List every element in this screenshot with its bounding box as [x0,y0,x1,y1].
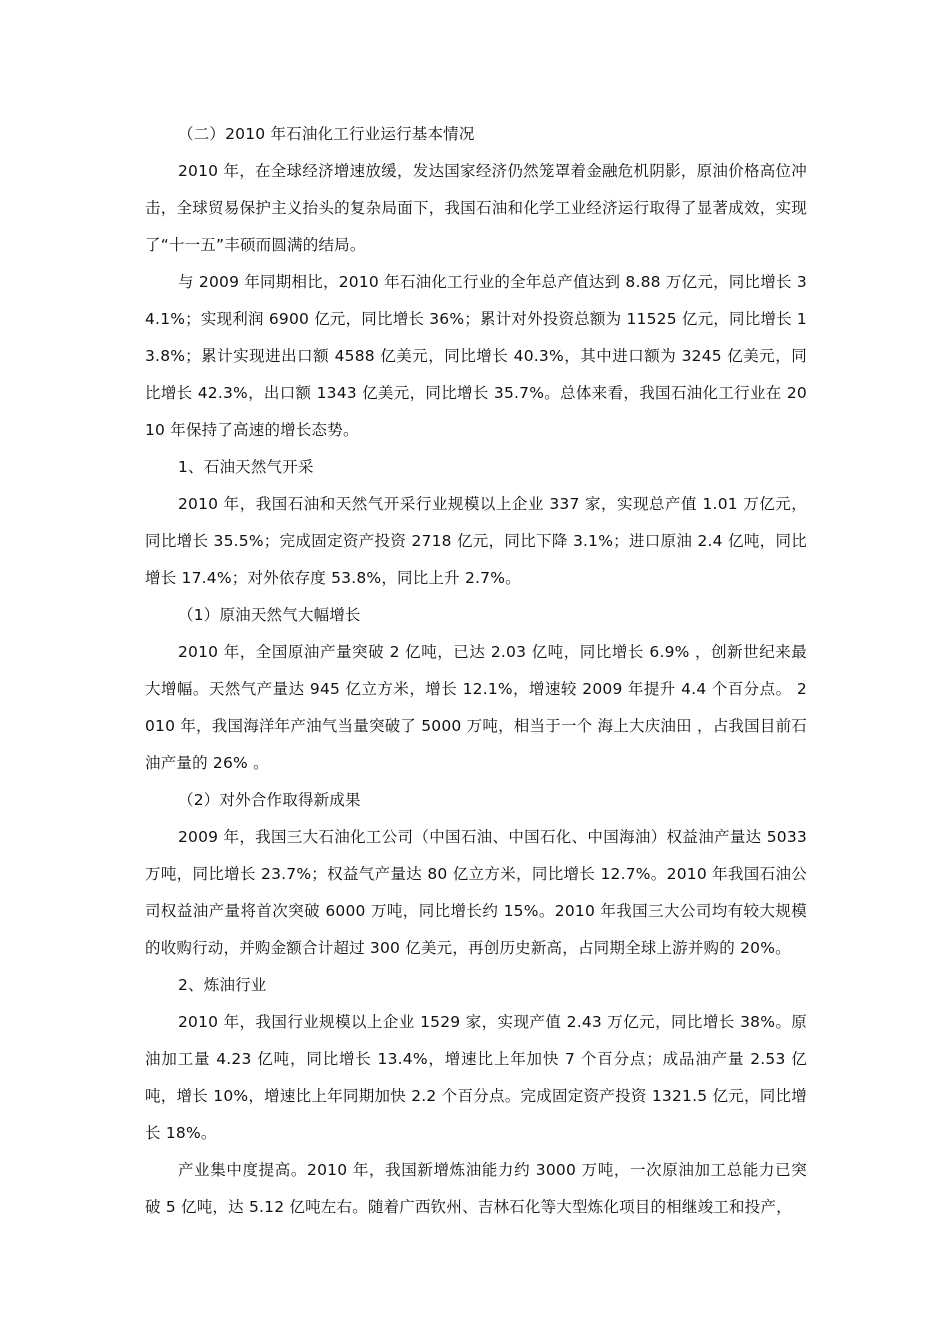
document-body [145,116,807,1226]
heading-refining: 2、炼油行业 [178,976,267,994]
heading-oil-gas-extraction: 1、石油天然气开采 [178,458,314,476]
oil-gas-extraction-paragraph: 2010 年，我国石油和天然气开采行业规模以上企业 337 家，实现总产值 1.01 万亿元，同比增长 35.5%；完成固定资产投资 2718 亿元，同比下降 3.1%；进口原油 2.4 亿吨，同比增长 17.4%；对外依存度 53.8%，同比上升 2.7%。 [145,495,807,587]
section-title: （二）2010 年石油化工行业运行基本情况 [178,125,475,143]
refining-paragraph: 2010 年，我国行业规模以上企业 1529 家，实现产值 2.43 万亿元，同比增长 38%。原油加工量 4.23 亿吨，同比增长 13.4%，增速比上年加快 7 个百分点；成品油产量 2.53 亿吨，增长 10%，增速比上年同期加快 2.2 个百分点。完成固定资产投资 1321.5 亿元，同比增长 18%。 [145,1013,807,1142]
subheading-production-growth: （1）原油天然气大幅增长 [178,606,361,624]
production-growth-paragraph: 2010 年，全国原油产量突破 2 亿吨，已达 2.03 亿吨，同比增长 6.9% ，创新世纪来最大增幅。天然气产量达 945 亿立方米，增长 12.1%，增速较 2009 年提升 4.4 个百分点。 2010 年，我国海洋年产油气当量突破了 5000 万吨，相当于一个 海上大庆油田 ，占我国目前石油产量的 26% 。 [145,643,807,772]
industry-concentration-paragraph: 产业集中度提高。2010 年，我国新增炼油能力约 3000 万吨，一次原油加工总能力已突破 5 亿吨，达 5.12 亿吨左右。随着广西钦州、吉林石化等大型炼化项目的相继竣工和投产， [145,1161,807,1216]
summary-paragraph: 与 2009 年同期相比，2010 年石油化工行业的全年总产值达到 8.88 万亿元，同比增长 34.1%；实现利润 6900 亿元，同比增长 36%；累计对外投资总额为 11525 亿元，同比增长 13.8%；累计实现进出口额 4588 亿美元，同比增长 40.3%，其中进口额为 3245 亿美元，同比增长 42.3%，出口额 1343 亿美元，同比增长 35.7%。总体来看，我国石油化工行业在 2010 年保持了高速的增长态势。 [145,273,807,439]
intro-paragraph: 2010 年，在全球经济增速放缓，发达国家经济仍然笼罩着金融危机阴影，原油价格高位冲击，全球贸易保护主义抬头的复杂局面下，我国石油和化学工业经济运行取得了显著成效，实现了“十一五”丰硕而圆满的结局。 [145,162,807,254]
subheading-foreign-cooperation: （2）对外合作取得新成果 [178,791,361,809]
foreign-cooperation-paragraph: 2009 年，我国三大石油化工公司（中国石油、中国石化、中国海油）权益油产量达 5033 万吨，同比增长 23.7%；权益气产量达 80 亿立方米，同比增长 12.7%。2010 年我国石油公司权益油产量将首次突破 6000 万吨，同比增长约 15%。2010 年我国三大公司均有较大规模的收购行动，并购金额合计超过 300 亿美元，再创历史新高，占同期全球上游并购的 20%。 [145,828,807,957]
